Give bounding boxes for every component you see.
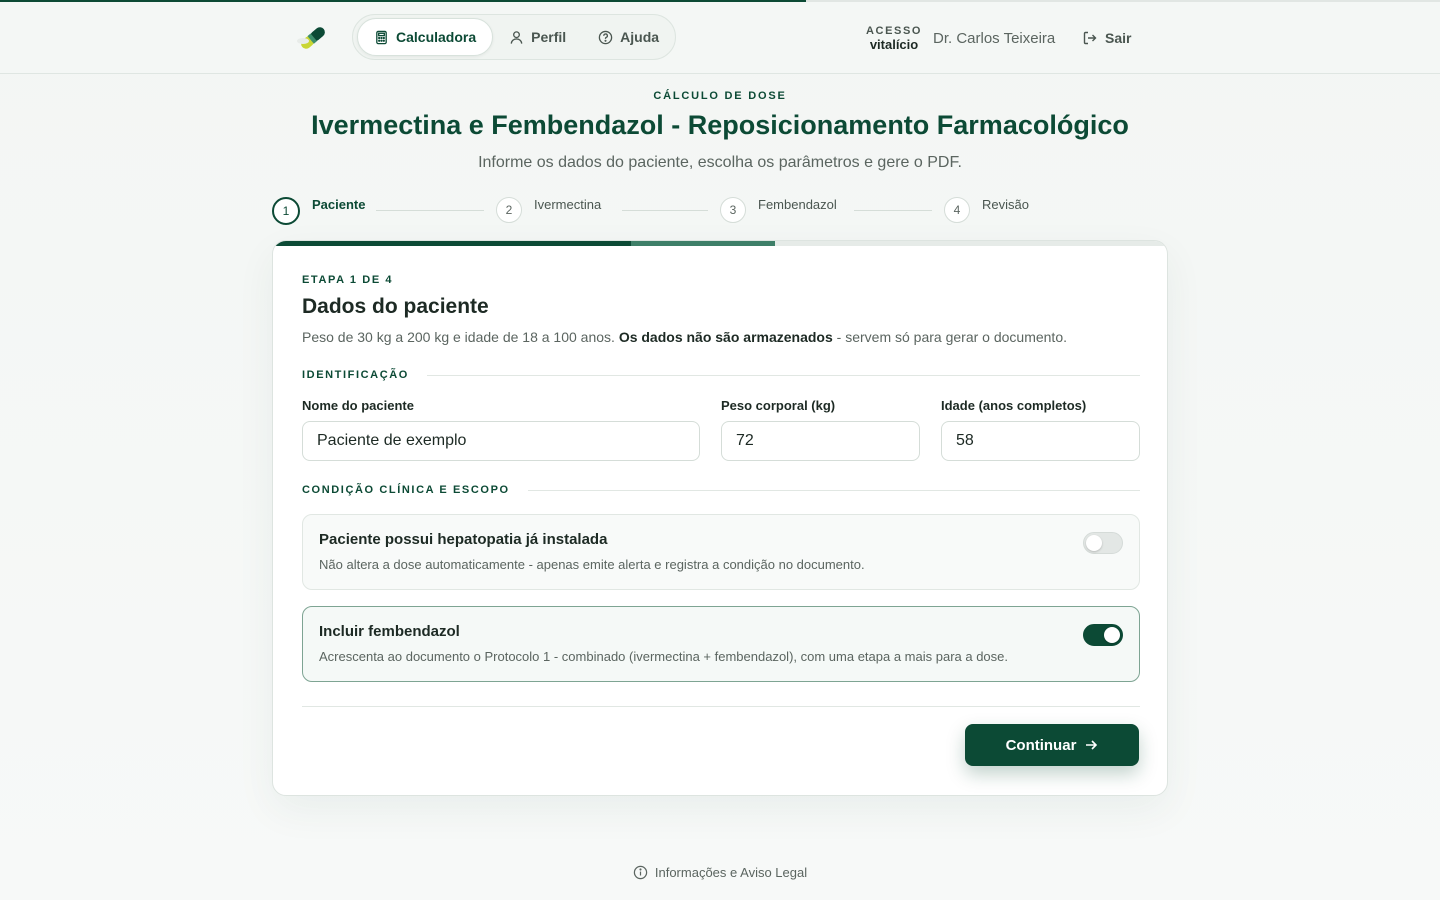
- toggle-fembendazol[interactable]: [302, 606, 1140, 682]
- toggle-hepatopatia[interactable]: [302, 514, 1140, 590]
- arrow-right-icon: [1084, 738, 1098, 752]
- toggle-description: Acrescenta ao documento o Protocolo 1 - combinado (ivermectina + fembendazol), com uma etapa a mais para a dose.: [319, 649, 1009, 664]
- step-connector: [854, 210, 932, 211]
- access-badge: [866, 24, 922, 52]
- app-header: [0, 2, 1440, 74]
- switch-knob: [1086, 535, 1102, 551]
- logout-icon: [1082, 30, 1098, 46]
- step-fembendazol[interactable]: [720, 196, 837, 223]
- card-title: Dados do paciente: [302, 295, 489, 318]
- step-paciente[interactable]: [272, 196, 365, 225]
- switch-knob: [1104, 627, 1120, 643]
- card-progress-fill-secondary: [631, 241, 775, 246]
- user-name: Dr. Carlos Teixeira: [933, 30, 1056, 47]
- nav-label: Calculadora: [396, 29, 477, 45]
- step-connector: [622, 210, 708, 211]
- nav-perfil[interactable]: [493, 18, 582, 56]
- section-condition: [302, 484, 1140, 496]
- section-rule: [528, 490, 1140, 491]
- help-circle-icon: [598, 30, 613, 45]
- legal-info-link[interactable]: [0, 865, 1440, 880]
- step-number: 1: [272, 197, 300, 225]
- patient-name-input[interactable]: Paciente de exemplo: [302, 421, 700, 461]
- desc-bold: Os dados não são armazenados: [618, 329, 833, 345]
- page-title: Ivermectina e Fembendazol - Reposicionamento Farmacológico: [311, 110, 1129, 140]
- stage-indicator: ETAPA 1 DE 4: [302, 274, 394, 286]
- continue-label: Continuar: [1005, 736, 1077, 754]
- page-eyebrow: CÁLCULO DE DOSE: [653, 90, 787, 102]
- info-icon: [633, 865, 648, 880]
- toggle-title: Incluir fembendazol: [319, 623, 460, 640]
- card-description: [302, 329, 1067, 345]
- hepatopatia-switch[interactable]: [1083, 532, 1123, 554]
- section-identification: [302, 369, 1140, 381]
- fembendazol-switch[interactable]: [1083, 624, 1123, 646]
- patient-form-card: [272, 240, 1168, 796]
- section-title: CONDIÇÃO CLÍNICA E ESCOPO: [302, 484, 510, 496]
- stepper: [272, 196, 1168, 226]
- pill-logo-icon[interactable]: [296, 24, 330, 52]
- weight-label: Peso corporal (kg): [721, 398, 836, 413]
- toggle-title: Paciente possui hepatopatia já instalada: [319, 531, 608, 548]
- desc-prefix: Peso de 30 kg a 200 kg e idade de 18 a 100 anos.: [302, 329, 619, 345]
- step-label: Paciente: [312, 197, 366, 212]
- step-number: 3: [720, 197, 746, 223]
- step-ivermectina[interactable]: [496, 196, 601, 223]
- card-divider: [302, 706, 1140, 707]
- card-progress-fill: [273, 241, 631, 246]
- page-subtitle: Informe os dados do paciente, escolha os parâmetros e gere o PDF.: [478, 154, 962, 171]
- access-value: vitalício: [869, 37, 919, 52]
- logout-button[interactable]: [1082, 30, 1131, 46]
- step-label: Fembendazol: [758, 197, 837, 212]
- logout-label: Sair: [1105, 30, 1132, 46]
- nav-ajuda[interactable]: [582, 18, 675, 56]
- step-number: 4: [944, 197, 970, 223]
- user-icon: [509, 30, 524, 45]
- age-input[interactable]: 58: [941, 421, 1140, 461]
- nav-label: Ajuda: [620, 29, 660, 45]
- step-label: Ivermectina: [534, 197, 602, 212]
- continue-button[interactable]: [965, 724, 1139, 766]
- desc-suffix: - servem só para gerar o documento.: [832, 329, 1068, 345]
- legal-info-label: Informações e Aviso Legal: [654, 865, 808, 880]
- nav-label: Perfil: [531, 29, 567, 45]
- step-label: Revisão: [982, 197, 1029, 212]
- weight-input[interactable]: 72: [721, 421, 920, 461]
- access-label: ACESSO: [866, 25, 923, 37]
- card-progress-bar: [273, 241, 1168, 246]
- step-number: 2: [496, 197, 522, 223]
- calculator-icon: [374, 30, 389, 45]
- toggle-description: Não altera a dose automaticamente - apenas emite alerta e registra a condição no documento.: [319, 557, 865, 572]
- section-title: IDENTIFICAÇÃO: [302, 369, 409, 381]
- step-connector: [376, 210, 484, 211]
- nav-calculadora[interactable]: [357, 18, 493, 56]
- step-revisao[interactable]: [944, 196, 1029, 223]
- age-label: Idade (anos completos): [941, 398, 1087, 413]
- main-nav: [352, 14, 676, 60]
- section-rule: [427, 375, 1140, 376]
- name-label: Nome do paciente: [302, 398, 414, 413]
